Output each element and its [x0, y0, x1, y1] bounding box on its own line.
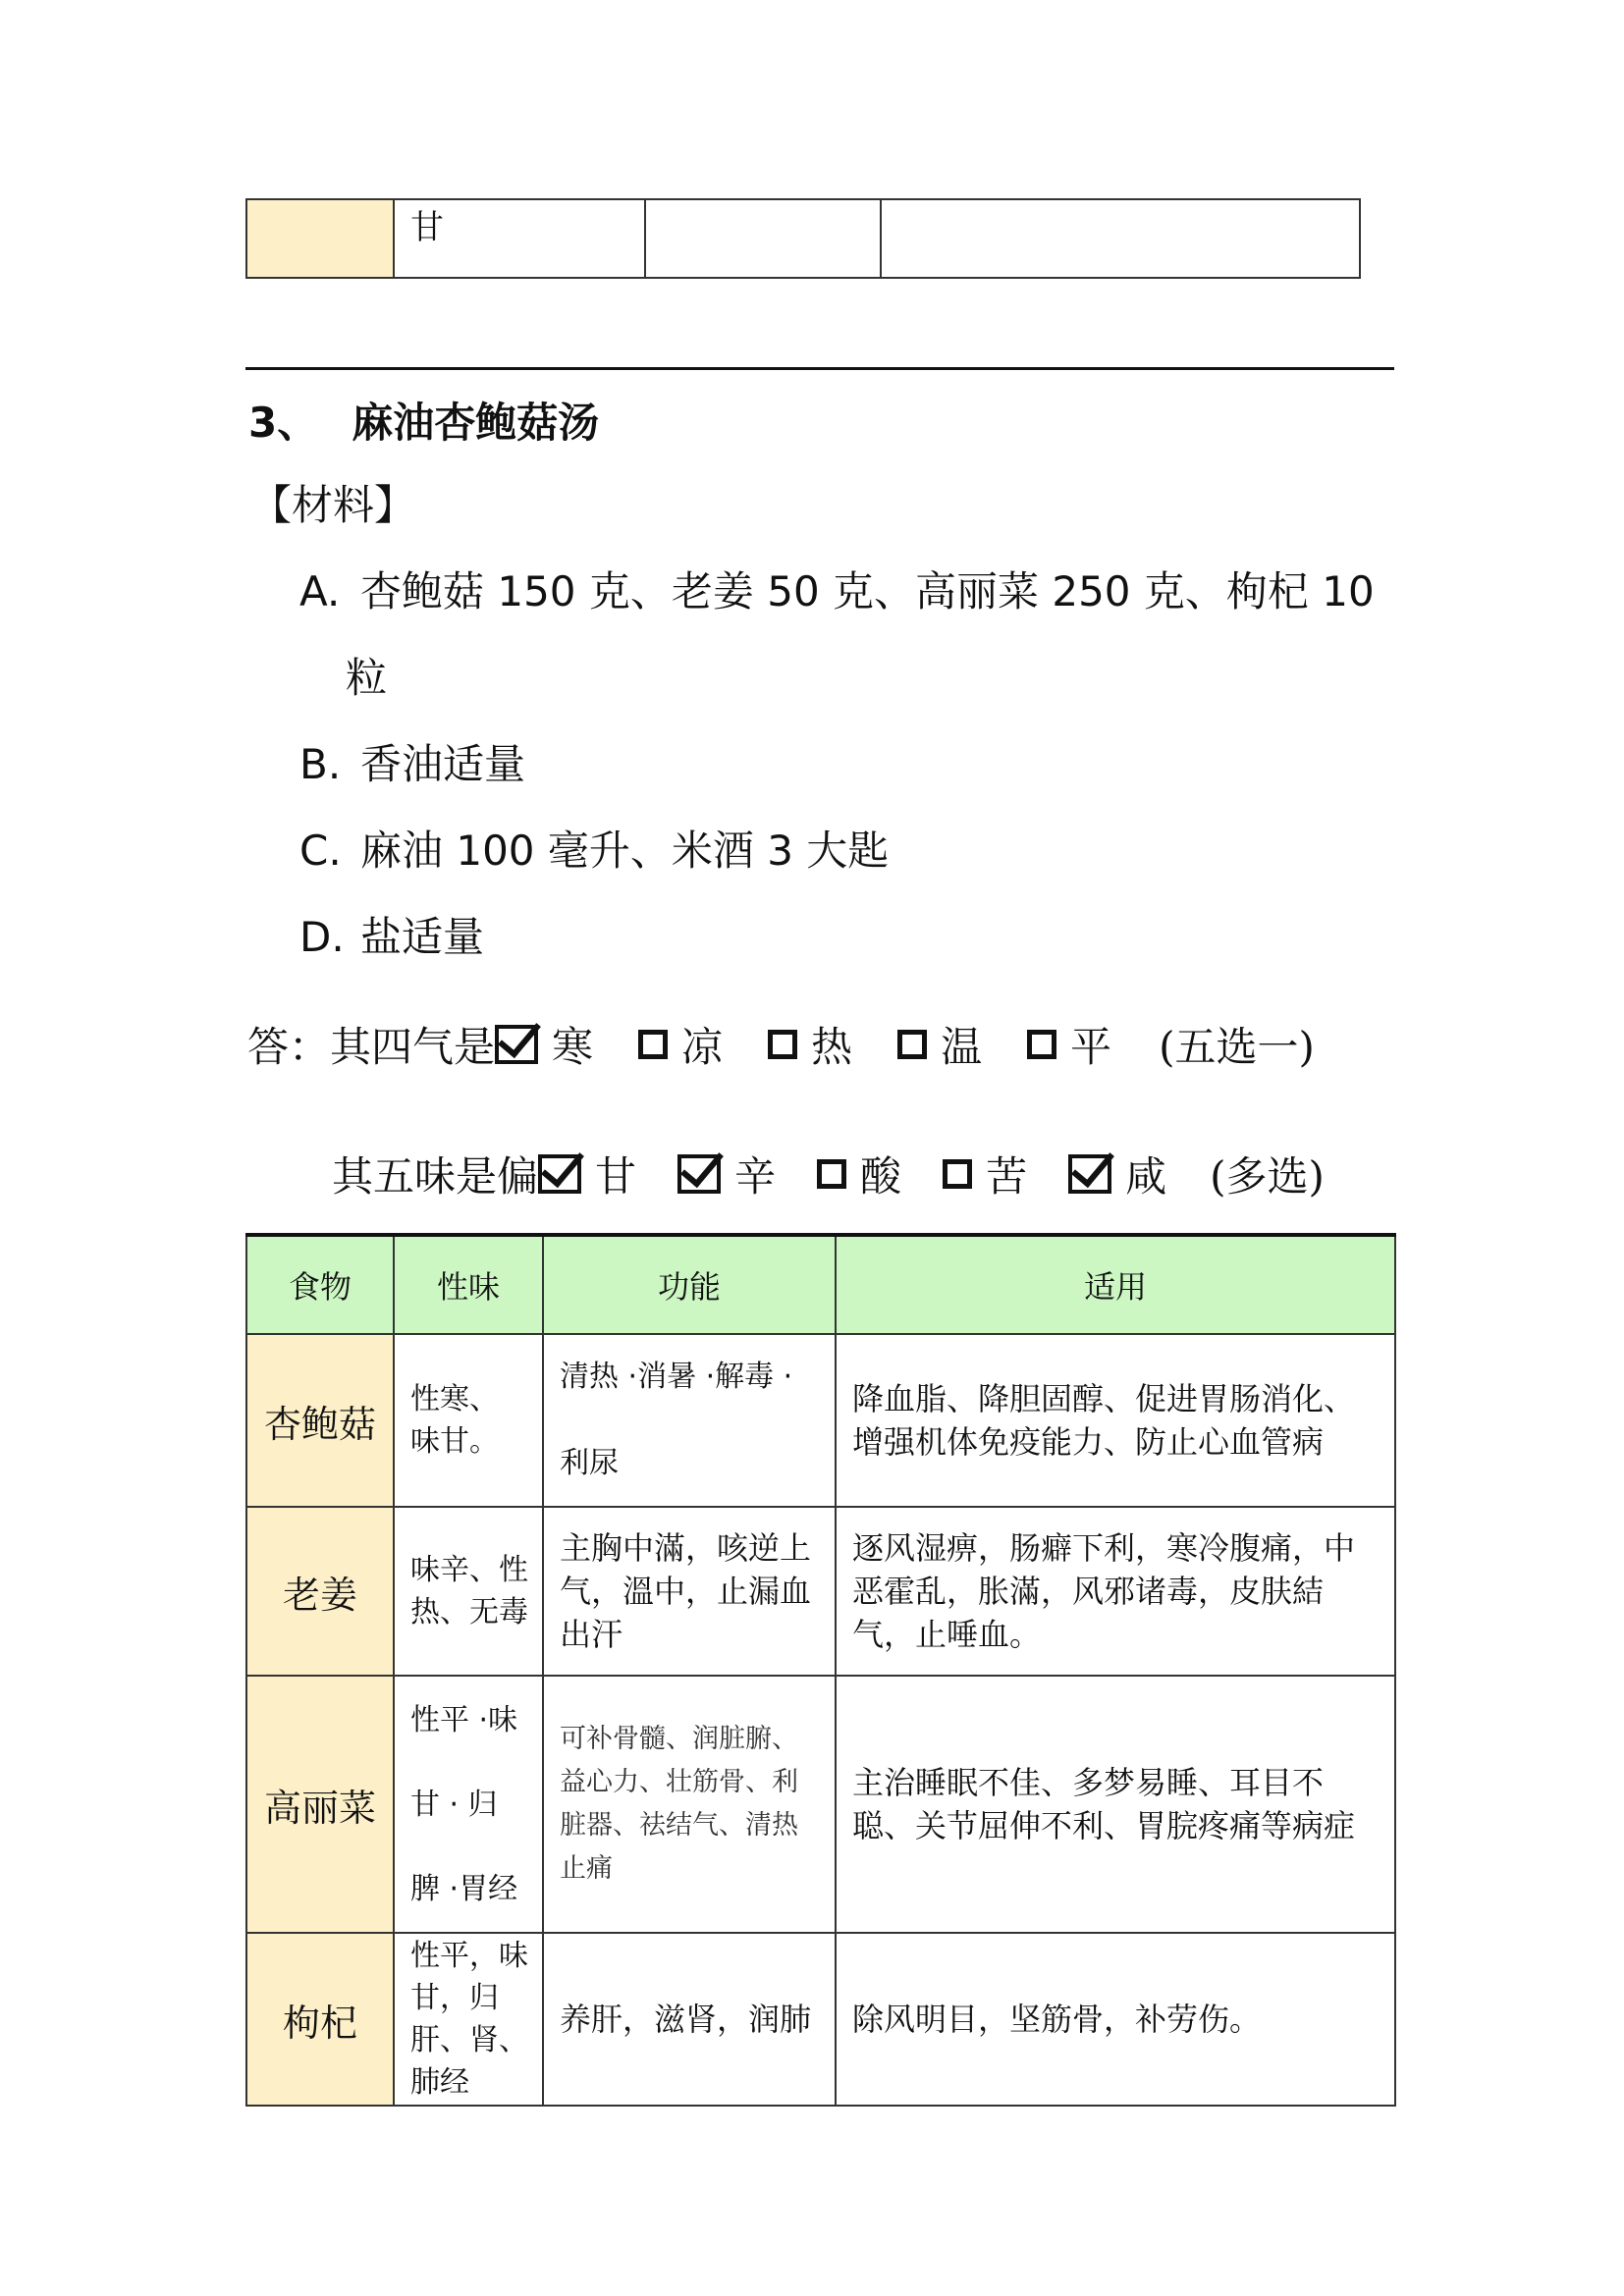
flavor-option-salty[interactable]: 咸 [1068, 1145, 1166, 1203]
food-name: 杏鲍菇 [246, 1334, 394, 1507]
function-cell [645, 199, 881, 278]
use-cell: 主治睡眠不佳、多梦易睡、耳目不聪、关节屈伸不利、胃脘疼痛等病症 [836, 1676, 1395, 1933]
checkbox-icon[interactable] [943, 1159, 972, 1189]
recipe-number: 3、 [248, 399, 319, 447]
checkbox-checked-icon[interactable] [677, 1154, 721, 1194]
checkbox-icon[interactable] [1027, 1030, 1056, 1059]
flavor-option-bitter[interactable]: 苦 [943, 1145, 1027, 1203]
checkbox-icon[interactable] [897, 1030, 927, 1059]
use-cell: 逐风湿痹，肠癖下利，寒冷腹痛，中恶霍乱，胀滿，风邪诸毒，皮肤結气，止唾血。 [836, 1507, 1395, 1676]
taste-cell: 性平 ·味 甘 · 归 脾 ·胃经 [394, 1676, 543, 1933]
item-text: 杏鲍菇 150 克、老姜 50 克、高丽菜 250 克、枸杞 10 [360, 567, 1375, 615]
five-flavors-question [332, 1145, 1325, 1203]
flavor-option-sweet[interactable]: 甘 [538, 1145, 636, 1203]
materials-label: 【材料】 [250, 481, 416, 529]
taste-cell: 性寒、 味甘。 [394, 1334, 543, 1507]
item-text: 麻油 100 毫升、米酒 3 大匙 [360, 827, 890, 875]
checkbox-checked-icon[interactable] [538, 1154, 581, 1194]
section-divider [245, 367, 1394, 370]
four-qi-note: (五选一) [1159, 1023, 1315, 1071]
checkbox-icon[interactable] [768, 1030, 797, 1059]
qi-option-cold[interactable]: 寒 [495, 1015, 593, 1074]
food-name: 枸杞 [246, 1933, 394, 2106]
four-qi-question [247, 1015, 1315, 1074]
header-food: 食物 [246, 1235, 394, 1334]
header-taste: 性味 [394, 1235, 543, 1334]
function-cell: 主胸中滿，咳逆上气，溫中，止漏血出汗 [543, 1507, 836, 1676]
use-cell: 降血脂、降胆固醇、促进胃肠消化、增强机体免疫能力、防止心血管病 [836, 1334, 1395, 1507]
use-cell: 除风明目，坚筋骨，补劳伤。 [836, 1933, 1395, 2106]
food-name: 高丽菜 [246, 1676, 394, 1933]
checkbox-checked-icon[interactable] [1068, 1154, 1111, 1194]
five-flavors-prefix: 其五味是偏 [332, 1152, 539, 1201]
recipe-title: 麻油杏鲍菇汤 [352, 399, 600, 447]
item-letter: B. [299, 740, 342, 788]
checkbox-checked-icon[interactable] [495, 1025, 538, 1064]
flavor-option-pungent[interactable]: 辛 [677, 1145, 776, 1203]
function-cell: 清热 ·消暑 ·解毒 · 利尿 [543, 1334, 836, 1507]
checkbox-icon[interactable] [638, 1030, 668, 1059]
qi-option-hot[interactable]: 热 [768, 1015, 852, 1074]
checkbox-icon[interactable] [817, 1159, 846, 1189]
material-item [299, 560, 1375, 618]
food-name: 老姜 [246, 1507, 394, 1676]
material-item-continuation: 粒 [346, 654, 388, 702]
food-cell [246, 199, 394, 278]
table-row [246, 1933, 1395, 2106]
item-letter: D. [299, 913, 345, 961]
item-letter: C. [299, 827, 342, 875]
use-cell [881, 199, 1360, 278]
table-row [246, 1676, 1395, 1933]
material-item [299, 732, 525, 791]
table-header-row [246, 1235, 1395, 1334]
taste-cell: 性平，味甘，归肝、肾、肺经 [394, 1933, 543, 2106]
table-row [246, 199, 1360, 278]
item-letter: A. [299, 567, 341, 615]
flavor-option-sour[interactable]: 酸 [817, 1145, 901, 1203]
header-function: 功能 [543, 1235, 836, 1334]
food-properties-table [245, 1233, 1396, 2107]
table-row [246, 1507, 1395, 1676]
qi-option-warm[interactable]: 温 [897, 1015, 982, 1074]
header-use: 适用 [836, 1235, 1395, 1334]
table-row [246, 1334, 1395, 1507]
previous-table-fragment [245, 198, 1361, 279]
recipe-heading [248, 391, 599, 450]
item-text: 盐适量 [360, 913, 485, 961]
four-qi-prefix: 答：其四气是 [247, 1023, 496, 1071]
function-cell: 养肝，滋肾，润肺 [543, 1933, 836, 2106]
taste-cell: 味辛、性热、无毒 [394, 1507, 543, 1676]
taste-cell: 甘 [394, 199, 645, 278]
material-item [299, 905, 484, 964]
qi-option-neutral[interactable]: 平 [1027, 1015, 1111, 1074]
five-flavors-note: (多选) [1210, 1152, 1325, 1201]
item-text: 香油适量 [360, 740, 526, 788]
function-cell: 可补骨髓、润脏腑、益心力、壮筋骨、利脏器、祛结气、清热止痛 [543, 1676, 836, 1933]
material-item [299, 819, 889, 878]
qi-option-cool[interactable]: 凉 [638, 1015, 723, 1074]
